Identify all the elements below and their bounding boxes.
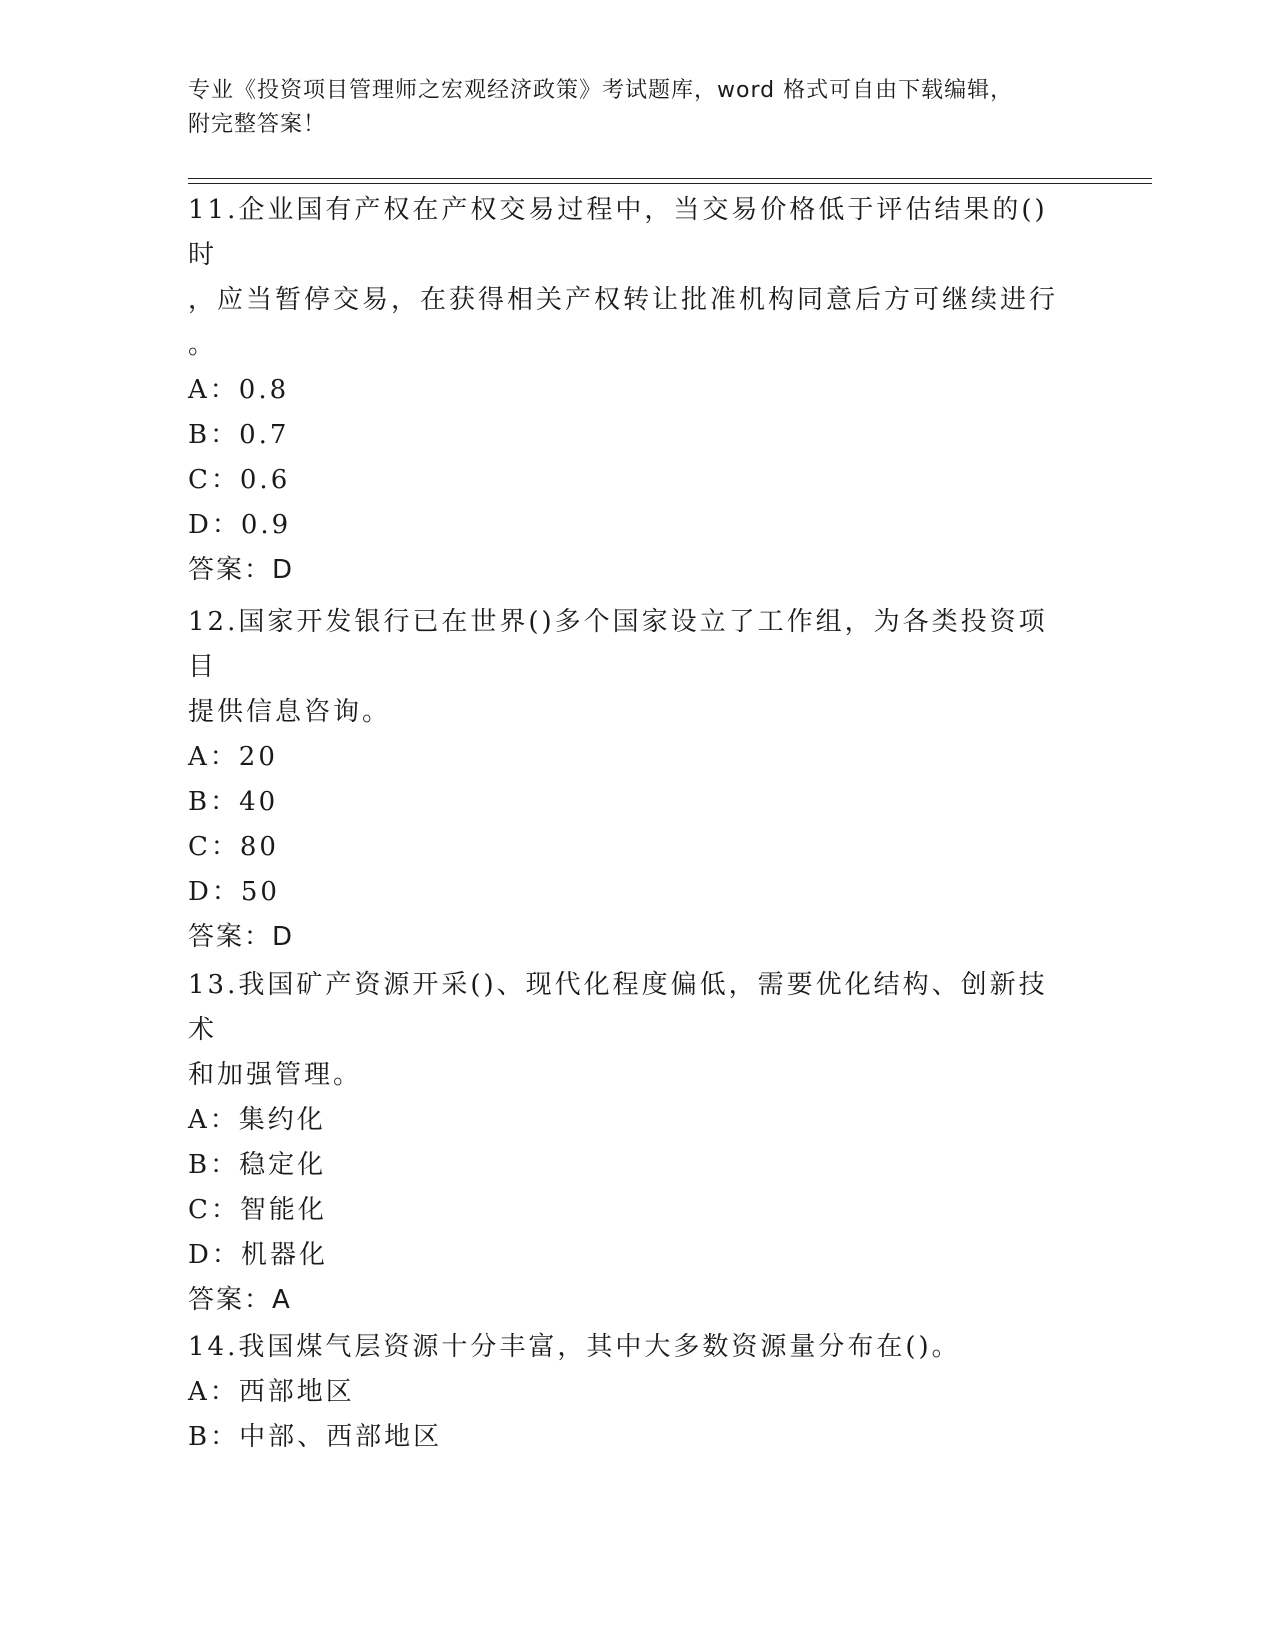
option-c: C：80	[188, 832, 279, 862]
question-text-line: 11.企业国有产权在产权交易过程中，当交易价格低于评估结果的()时	[188, 195, 1048, 270]
question-text-line: 。	[188, 330, 218, 360]
option-b: B：40	[188, 787, 279, 817]
header-line-2: 附完整答案！	[188, 112, 327, 137]
question-11	[188, 188, 1068, 593]
option-a: A：西部地区	[188, 1377, 355, 1407]
answer-line: 答案：D	[188, 555, 295, 585]
question-text-line: 14.我国煤气层资源十分丰富，其中大多数资源量分布在()。	[188, 1332, 961, 1362]
question-text-line: 提供信息咨询。	[188, 697, 392, 727]
answer-line: 答案：A	[188, 1285, 292, 1315]
question-text-line: 和加强管理。	[188, 1060, 363, 1090]
option-d: D：机器化	[188, 1240, 328, 1270]
option-c: C：智能化	[188, 1195, 327, 1225]
question-text-line: ，应当暂停交易，在获得相关产权转让批准机构同意后方可继续进行	[188, 285, 1059, 315]
header-divider-bottom	[188, 183, 1152, 184]
option-d: D：0.9	[188, 510, 292, 540]
question-text-line: 13.我国矿产资源开采()、现代化程度偏低，需要优化结构、创新技术	[188, 970, 1048, 1045]
question-12	[188, 600, 1068, 960]
header-divider-top	[188, 178, 1152, 179]
answer-line: 答案：D	[188, 922, 295, 952]
question-text-line: 12.国家开发银行已在世界()多个国家设立了工作组，为各类投资项目	[188, 607, 1048, 682]
option-b: B：中部、西部地区	[188, 1422, 443, 1452]
option-c: C：0.6	[188, 465, 291, 495]
document-header	[188, 74, 1068, 142]
option-b: B：0.7	[188, 420, 290, 450]
question-13	[188, 963, 1068, 1323]
option-d: D：50	[188, 877, 280, 907]
question-14	[188, 1325, 1068, 1460]
option-a: A：0.8	[188, 375, 290, 405]
option-b: B：稳定化	[188, 1150, 327, 1180]
header-line-1: 专业《投资项目管理师之宏观经济政策》考试题库，word 格式可自由下载编辑，	[188, 78, 1014, 103]
option-a: A：集约化	[188, 1105, 326, 1135]
option-a: A：20	[188, 742, 278, 772]
